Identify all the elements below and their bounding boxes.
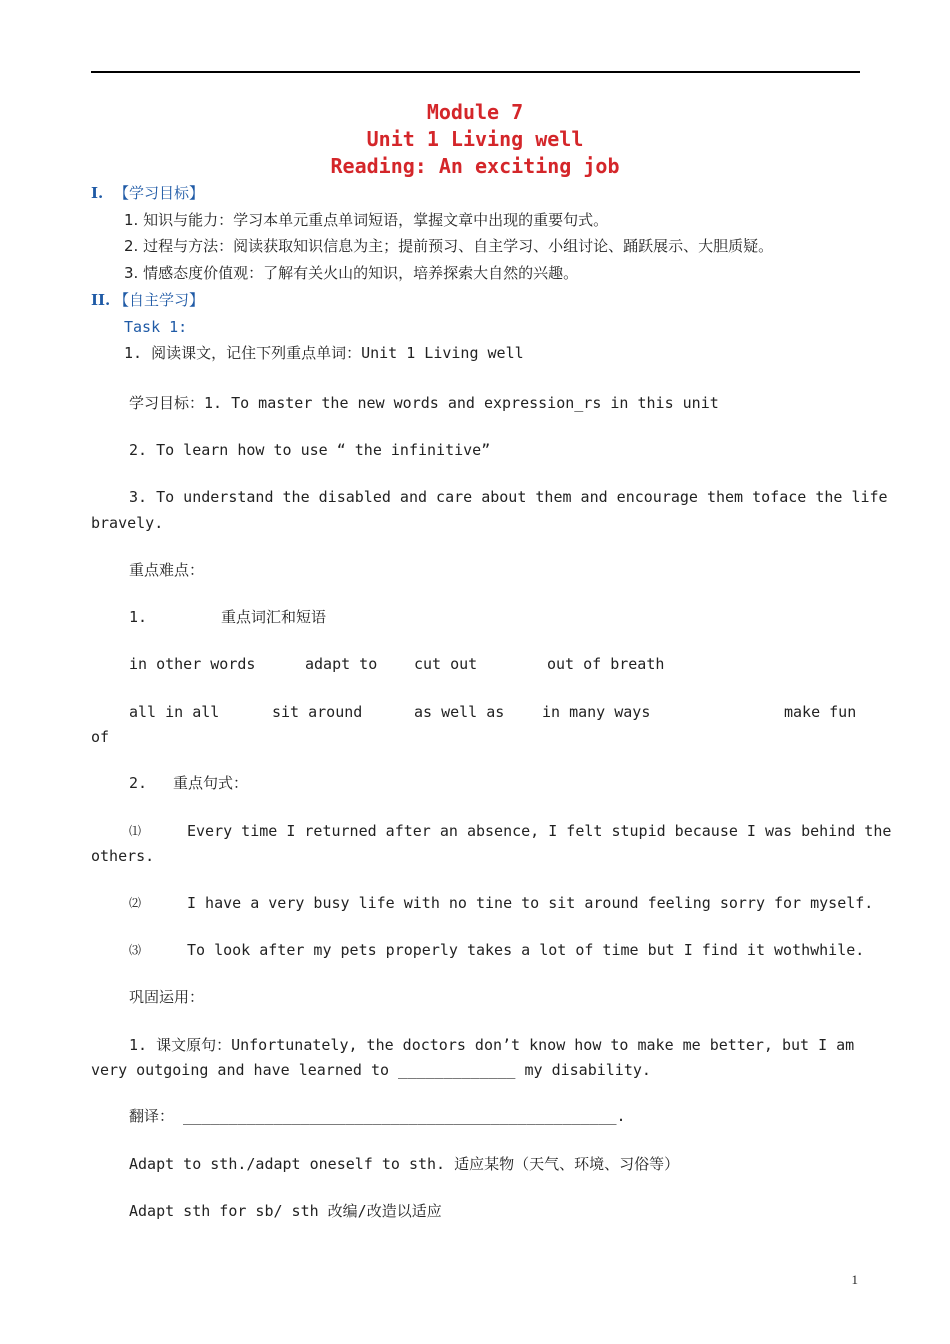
goal-line-3: 3. To understand the disabled and care about them and encourage them toface the life bbox=[129, 488, 888, 506]
task-label: Task 1: bbox=[124, 318, 188, 336]
sentence-text: Every time I returned after an absence, I felt stupid because I was behind the bbox=[187, 822, 892, 840]
title-module: Module 7 bbox=[426, 100, 524, 124]
goal-line-2: 2. To learn how to use “ the infinitive” bbox=[129, 441, 491, 459]
goal-line-3-wrap: bravely. bbox=[91, 514, 164, 532]
phrase: in other words bbox=[129, 655, 256, 673]
goal-item-2: 2. 过程与方法：阅读获取知识信息为主；提前预习、自主学习、小组讨论、踊跃展示、大胆质疑。 bbox=[124, 237, 774, 255]
sentence-number: ⑶ bbox=[129, 943, 142, 957]
top-rule bbox=[91, 71, 860, 73]
exercise-line-1: 1. 课文原句：Unfortunately, the doctors don’t know how to make me better, but I am bbox=[129, 1036, 855, 1054]
note-adapt-for: Adapt sth for sb/ sth 改编/改造以适应 bbox=[129, 1202, 442, 1220]
goal-item-1: 1. 知识与能力：学习本单元重点单词短语，掌握文章中出现的重要句式。 bbox=[124, 211, 609, 229]
task-line-1: 1. 阅读课文，记住下列重点单词：Unit 1 Living well bbox=[124, 344, 524, 362]
kp1-label: 重点词汇和短语 bbox=[221, 608, 327, 626]
sentence-number: ⑴ bbox=[129, 824, 142, 838]
phrase: cut out bbox=[414, 655, 478, 673]
phrase: as well as bbox=[414, 703, 505, 721]
goal-line-1: 学习目标：1. To master the new words and expression_rs in this unit bbox=[129, 394, 719, 412]
sentence-number: ⑵ bbox=[129, 896, 142, 910]
phrase: adapt to bbox=[305, 655, 378, 673]
phrase-wrap: of bbox=[91, 728, 110, 746]
section1-heading: 【学习目标】 bbox=[114, 184, 205, 202]
section1-numeral: I. bbox=[91, 184, 104, 202]
exercise-line-2: very outgoing and have learned to _____________ my disability. bbox=[91, 1061, 651, 1079]
sentence-text: I have a very busy life with no tine to sit around feeling sorry for myself. bbox=[187, 894, 874, 912]
title-reading: Reading: An exciting job bbox=[330, 154, 620, 178]
note-adapt-to: Adapt to sth./adapt oneself to sth. 适应某物（天气、环境、习俗等） bbox=[129, 1155, 680, 1173]
section2-heading: 【自主学习】 bbox=[114, 291, 205, 309]
practice-heading: 巩固运用： bbox=[129, 988, 205, 1006]
section2-numeral: II. bbox=[91, 291, 111, 309]
kp2-label: 重点句式： bbox=[173, 774, 249, 792]
page-number: 1 bbox=[851, 1272, 858, 1287]
translate-line: 翻译： ________________________________________________. bbox=[129, 1107, 626, 1125]
title-unit: Unit 1 Living well bbox=[366, 127, 584, 151]
phrase: out of breath bbox=[547, 655, 665, 673]
goal-item-3: 3. 情感态度价值观：了解有关火山的知识，培养探索大自然的兴趣。 bbox=[124, 264, 579, 282]
phrase: sit around bbox=[272, 703, 363, 721]
phrase: in many ways bbox=[542, 703, 651, 721]
phrase: all in all bbox=[129, 703, 220, 721]
keypoints-heading: 重点难点： bbox=[129, 561, 205, 579]
sentence-wrap: others. bbox=[91, 847, 155, 865]
phrase: make fun bbox=[784, 703, 857, 721]
sentence-text: To look after my pets properly takes a lot of time but I find it wothwhile. bbox=[187, 941, 865, 959]
kp2-number: 2. bbox=[129, 774, 148, 792]
kp1-number: 1. bbox=[129, 608, 148, 626]
